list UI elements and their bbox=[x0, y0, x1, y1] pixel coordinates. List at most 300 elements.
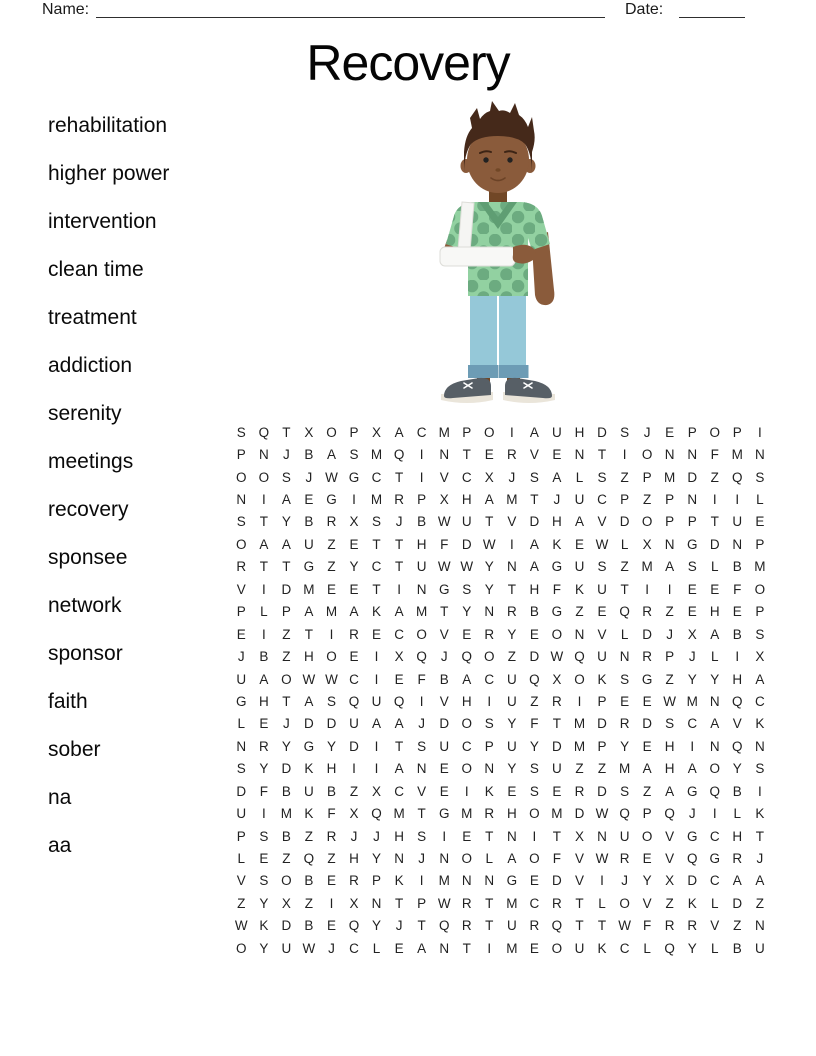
grid-letter: L bbox=[620, 536, 629, 552]
grid-letter: O bbox=[416, 626, 427, 642]
word-list-item: recovery bbox=[48, 498, 129, 521]
grid-letter: L bbox=[485, 851, 494, 867]
grid-letter: Z bbox=[575, 604, 584, 620]
grid-letter: D bbox=[552, 738, 562, 754]
grid-letter: A bbox=[507, 851, 517, 867]
grid-letter: V bbox=[507, 514, 517, 530]
grid-letter: S bbox=[620, 424, 630, 440]
grid-letter: G bbox=[236, 693, 247, 709]
grid-letter: Z bbox=[237, 895, 246, 911]
grid-letter: S bbox=[597, 559, 607, 575]
grid-letter: M bbox=[325, 604, 338, 620]
grid-letter: K bbox=[687, 895, 697, 911]
grid-letter: E bbox=[326, 918, 336, 934]
word-list-item: treatment bbox=[48, 306, 137, 329]
grid-letter: X bbox=[552, 671, 562, 687]
grid-letter: I bbox=[577, 693, 582, 709]
grid-letter: E bbox=[574, 536, 584, 552]
grid-letter: R bbox=[236, 559, 247, 575]
grid-letter: N bbox=[484, 761, 495, 777]
grid-letter: N bbox=[732, 536, 743, 552]
grid-letter: Z bbox=[733, 918, 742, 934]
grid-letter: C bbox=[349, 940, 359, 956]
grid-letter: N bbox=[709, 738, 720, 754]
grid-letter: A bbox=[710, 716, 720, 732]
grid-letter: I bbox=[667, 581, 672, 597]
grid-letter: H bbox=[349, 851, 359, 867]
grid-letter: P bbox=[484, 738, 494, 754]
grid-letter: J bbox=[688, 649, 696, 665]
grid-letter: V bbox=[574, 851, 584, 867]
grid-letter: S bbox=[755, 626, 765, 642]
grid-letter: P bbox=[755, 604, 765, 620]
grid-letter: O bbox=[641, 828, 653, 844]
grid-letter: Q bbox=[619, 604, 630, 620]
grid-letter: Z bbox=[349, 783, 359, 799]
grid-letter: W bbox=[325, 671, 338, 687]
grid-letter: O bbox=[709, 424, 721, 440]
grid-letter: G bbox=[326, 492, 337, 508]
grid-letter: D bbox=[619, 514, 630, 530]
grid-letter: R bbox=[529, 918, 540, 934]
grid-letter: T bbox=[440, 604, 449, 620]
grid-letter: X bbox=[574, 828, 584, 844]
grid-letter: J bbox=[305, 469, 313, 485]
grid-letter: L bbox=[598, 895, 606, 911]
grid-letter: L bbox=[733, 806, 742, 822]
grid-letter: E bbox=[552, 447, 562, 463]
grid-letter: I bbox=[374, 761, 379, 777]
grid-letter: B bbox=[732, 559, 742, 575]
grid-letter: O bbox=[461, 716, 472, 732]
grid-letter: P bbox=[236, 604, 246, 620]
grid-letter: N bbox=[687, 492, 698, 508]
grid-letter: Q bbox=[371, 806, 382, 822]
grid-letter: H bbox=[304, 649, 314, 665]
grid-letter: P bbox=[597, 693, 607, 709]
grid-letter: Q bbox=[529, 671, 540, 687]
boy-with-arm-cast-illustration bbox=[420, 96, 620, 406]
grid-letter: B bbox=[529, 604, 539, 620]
grid-letter: V bbox=[236, 873, 246, 889]
grid-letter: W bbox=[234, 918, 248, 934]
grid-letter: T bbox=[394, 738, 404, 754]
grid-letter: E bbox=[372, 626, 382, 642]
grid-letter: M bbox=[754, 559, 766, 575]
grid-letter: I bbox=[487, 693, 492, 709]
grid-letter: C bbox=[687, 716, 698, 732]
grid-letter: L bbox=[756, 492, 764, 508]
word-list-item: intervention bbox=[48, 210, 157, 233]
grid-letter: I bbox=[261, 581, 266, 597]
grid-letter: U bbox=[461, 514, 472, 530]
grid-letter: J bbox=[328, 940, 335, 956]
grid-letter: V bbox=[597, 626, 607, 642]
grid-letter: N bbox=[664, 536, 675, 552]
grid-letter: Z bbox=[642, 492, 652, 508]
grid-letter: E bbox=[642, 738, 652, 754]
grid-letter: G bbox=[438, 581, 450, 597]
grid-letter: P bbox=[597, 738, 607, 754]
grid-letter: R bbox=[687, 918, 698, 934]
grid-letter: U bbox=[236, 806, 247, 822]
grid-letter: Q bbox=[732, 738, 743, 754]
grid-letter: S bbox=[349, 447, 359, 463]
grid-letter: U bbox=[281, 940, 292, 956]
word-list-item: meetings bbox=[48, 450, 134, 473]
grid-letter: D bbox=[597, 716, 607, 732]
grid-letter: R bbox=[552, 693, 562, 709]
grid-letter: Y bbox=[507, 626, 517, 642]
grid-letter: Z bbox=[665, 671, 674, 687]
grid-letter: J bbox=[282, 716, 290, 732]
grid-letter: D bbox=[529, 649, 540, 665]
grid-letter: D bbox=[236, 783, 247, 799]
grid-letter: C bbox=[461, 469, 472, 485]
grid-letter: M bbox=[438, 873, 450, 889]
grid-letter: H bbox=[709, 604, 720, 620]
grid-letter: Z bbox=[597, 761, 607, 777]
grid-letter: O bbox=[258, 469, 270, 485]
grid-letter: Y bbox=[529, 738, 539, 754]
grid-letter: R bbox=[349, 626, 359, 642]
grid-letter: V bbox=[597, 514, 607, 530]
grid-letter: S bbox=[372, 514, 382, 530]
grid-letter: G bbox=[348, 469, 360, 485]
word-list-item: sponsor bbox=[48, 642, 123, 665]
grid-letter: Z bbox=[304, 895, 314, 911]
grid-letter: V bbox=[642, 895, 652, 911]
grid-letter: I bbox=[464, 783, 469, 799]
grid-letter: Z bbox=[665, 604, 674, 620]
grid-letter: I bbox=[735, 649, 740, 665]
grid-letter: I bbox=[757, 783, 762, 799]
grid-letter: Y bbox=[349, 559, 359, 575]
grid-letter: Y bbox=[687, 940, 697, 956]
grid-letter: N bbox=[754, 918, 765, 934]
grid-letter: U bbox=[574, 559, 585, 575]
grid-letter: O bbox=[281, 671, 292, 687]
grid-letter: D bbox=[529, 514, 540, 530]
grid-letter: Z bbox=[327, 559, 336, 575]
grid-letter: I bbox=[352, 761, 356, 777]
grid-letter: B bbox=[304, 447, 314, 463]
grid-letter: E bbox=[439, 783, 449, 799]
grid-letter: E bbox=[394, 940, 404, 956]
grid-letter: C bbox=[416, 424, 427, 440]
grid-letter: X bbox=[372, 424, 382, 440]
grid-letter: W bbox=[482, 536, 496, 552]
grid-letter: H bbox=[664, 761, 675, 777]
grid-letter: B bbox=[326, 783, 336, 799]
grid-letter: X bbox=[372, 783, 382, 799]
grid-letter: I bbox=[419, 873, 424, 889]
grid-letter: O bbox=[326, 649, 337, 665]
grid-letter: Q bbox=[258, 424, 270, 440]
grid-letter: O bbox=[236, 469, 247, 485]
grid-letter: N bbox=[236, 738, 247, 754]
grid-letter: O bbox=[236, 536, 247, 552]
grid-letter: X bbox=[439, 492, 449, 508]
grid-letter: E bbox=[462, 828, 472, 844]
grid-letter: F bbox=[530, 716, 539, 732]
grid-letter: I bbox=[329, 626, 334, 642]
grid-letter: N bbox=[484, 873, 495, 889]
grid-letter: S bbox=[484, 716, 494, 732]
letter-grid bbox=[230, 421, 771, 960]
grid-letter: Q bbox=[664, 940, 675, 956]
grid-letter: B bbox=[732, 783, 742, 799]
grid-letter: L bbox=[711, 895, 719, 911]
grid-letter: F bbox=[733, 581, 742, 597]
grid-letter: K bbox=[597, 940, 607, 956]
grid-letter: O bbox=[484, 649, 495, 665]
grid-letter: P bbox=[687, 514, 697, 530]
grid-letter: D bbox=[349, 738, 359, 754]
grid-letter: J bbox=[395, 918, 403, 934]
grid-letter: Q bbox=[686, 851, 698, 867]
character-pants-cuff bbox=[468, 365, 498, 378]
grid-letter: R bbox=[619, 851, 630, 867]
grid-letter: E bbox=[665, 424, 675, 440]
grid-letter: E bbox=[439, 761, 449, 777]
grid-letter: P bbox=[236, 828, 246, 844]
word-list-item: clean time bbox=[48, 258, 144, 281]
grid-letter: B bbox=[281, 828, 291, 844]
grid-letter: Q bbox=[393, 693, 405, 709]
word-list-item: serenity bbox=[48, 402, 122, 425]
grid-letter: G bbox=[641, 671, 653, 687]
grid-letter: E bbox=[687, 581, 697, 597]
grid-letter: A bbox=[259, 536, 269, 552]
grid-letter: Y bbox=[732, 761, 742, 777]
grid-letter: M bbox=[370, 447, 383, 463]
grid-letter: A bbox=[462, 671, 472, 687]
grid-letter: C bbox=[394, 783, 404, 799]
grid-letter: P bbox=[665, 514, 675, 530]
grid-letter: N bbox=[439, 940, 450, 956]
grid-letter: A bbox=[665, 783, 675, 799]
grid-letter: A bbox=[326, 447, 336, 463]
grid-letter: Z bbox=[530, 693, 539, 709]
grid-letter: T bbox=[394, 536, 404, 552]
character-eye bbox=[483, 157, 488, 162]
grid-letter: Z bbox=[282, 626, 291, 642]
grid-letter: V bbox=[417, 783, 427, 799]
grid-letter: M bbox=[641, 559, 653, 575]
grid-letter: D bbox=[281, 761, 292, 777]
grid-letter: H bbox=[416, 536, 427, 552]
grid-letter: K bbox=[394, 873, 404, 889]
grid-letter: I bbox=[509, 536, 514, 552]
grid-letter: Q bbox=[551, 918, 563, 934]
grid-letter: Y bbox=[259, 761, 269, 777]
grid-letter: N bbox=[258, 447, 269, 463]
grid-letter: P bbox=[620, 492, 630, 508]
grid-letter: E bbox=[349, 649, 359, 665]
grid-letter: O bbox=[461, 851, 472, 867]
grid-letter: Q bbox=[664, 806, 675, 822]
grid-letter: A bbox=[687, 761, 697, 777]
grid-letter: L bbox=[260, 604, 268, 620]
grid-letter: Q bbox=[416, 649, 427, 665]
grid-letter: L bbox=[237, 851, 246, 867]
grid-letter: U bbox=[574, 492, 585, 508]
grid-letter: T bbox=[485, 514, 494, 530]
grid-letter: I bbox=[419, 469, 424, 485]
grid-letter: N bbox=[574, 626, 585, 642]
grid-letter: G bbox=[686, 783, 698, 799]
grid-letter: S bbox=[620, 783, 630, 799]
grid-letter: Y bbox=[507, 716, 517, 732]
grid-letter: J bbox=[350, 828, 358, 844]
grid-letter: K bbox=[597, 671, 607, 687]
grid-letter: W bbox=[618, 918, 631, 934]
grid-letter: U bbox=[506, 693, 517, 709]
grid-letter: I bbox=[532, 828, 537, 844]
grid-letter: C bbox=[619, 940, 630, 956]
grid-letter: A bbox=[710, 626, 720, 642]
grid-letter: O bbox=[574, 671, 585, 687]
word-list-item: sober bbox=[48, 738, 101, 761]
grid-letter: K bbox=[484, 783, 494, 799]
grid-letter: T bbox=[485, 918, 494, 934]
grid-letter: H bbox=[461, 693, 472, 709]
date-label: Date: bbox=[625, 1, 664, 18]
grid-letter: C bbox=[597, 492, 607, 508]
grid-letter: A bbox=[281, 492, 291, 508]
grid-letter: L bbox=[575, 469, 584, 485]
grid-letter: H bbox=[732, 828, 743, 844]
grid-letter: O bbox=[551, 940, 563, 956]
date-blank-line bbox=[679, 2, 745, 18]
grid-letter: N bbox=[371, 895, 382, 911]
grid-letter: A bbox=[372, 716, 382, 732]
grid-letter: W bbox=[325, 469, 338, 485]
grid-letter: N bbox=[506, 559, 517, 575]
grid-letter: Q bbox=[393, 447, 405, 463]
grid-letter: R bbox=[394, 492, 404, 508]
grid-letter: M bbox=[506, 492, 518, 508]
grid-letter: Q bbox=[574, 649, 585, 665]
grid-letter: J bbox=[373, 828, 380, 844]
grid-letter: S bbox=[529, 469, 539, 485]
grid-letter: N bbox=[236, 492, 247, 508]
grid-letter: M bbox=[618, 761, 631, 777]
grid-letter: F bbox=[440, 536, 449, 552]
grid-letter: M bbox=[461, 806, 473, 822]
grid-letter: T bbox=[462, 940, 471, 956]
grid-letter: J bbox=[282, 447, 290, 463]
grid-letter: V bbox=[439, 693, 449, 709]
grid-letter: N bbox=[439, 447, 450, 463]
grid-letter: A bbox=[349, 604, 359, 620]
grid-letter: Y bbox=[462, 604, 472, 620]
grid-letter: D bbox=[552, 873, 562, 889]
grid-letter: G bbox=[709, 851, 721, 867]
grid-letter: L bbox=[711, 649, 719, 665]
arm-cast bbox=[440, 247, 515, 266]
grid-letter: U bbox=[349, 716, 359, 732]
grid-letter: Z bbox=[304, 828, 314, 844]
grid-letter: P bbox=[349, 424, 359, 440]
grid-letter: Z bbox=[507, 649, 516, 665]
grid-letter: E bbox=[326, 581, 336, 597]
grid-letter: P bbox=[665, 649, 675, 665]
character-eye bbox=[507, 157, 512, 162]
grid-letter: W bbox=[460, 559, 474, 575]
grid-letter: L bbox=[711, 940, 719, 956]
grid-letter: O bbox=[551, 626, 563, 642]
grid-letter: T bbox=[575, 918, 584, 934]
grid-letter: R bbox=[664, 918, 675, 934]
grid-letter: P bbox=[417, 895, 427, 911]
grid-letter: I bbox=[509, 424, 514, 440]
grid-letter: I bbox=[712, 806, 717, 822]
grid-letter: Y bbox=[484, 559, 494, 575]
grid-letter: E bbox=[529, 940, 539, 956]
grid-letter: T bbox=[304, 626, 314, 642]
grid-letter: A bbox=[574, 514, 584, 530]
grid-letter: T bbox=[282, 559, 291, 575]
grid-letter: M bbox=[664, 469, 676, 485]
grid-letter: I bbox=[329, 895, 334, 911]
grid-letter: E bbox=[552, 783, 562, 799]
grid-letter: D bbox=[642, 716, 652, 732]
grid-letter: W bbox=[595, 851, 609, 867]
grid-letter: Y bbox=[372, 918, 382, 934]
grid-letter: X bbox=[394, 649, 404, 665]
grid-letter: U bbox=[552, 424, 562, 440]
grid-letter: B bbox=[732, 626, 742, 642]
grid-letter: A bbox=[529, 536, 539, 552]
grid-letter: M bbox=[686, 693, 698, 709]
grid-letter: H bbox=[574, 424, 585, 440]
grid-letter: Q bbox=[709, 783, 721, 799]
grid-letter: N bbox=[416, 581, 427, 597]
grid-letter: N bbox=[394, 851, 404, 867]
grid-letter: M bbox=[506, 940, 518, 956]
grid-letter: J bbox=[666, 626, 674, 642]
grid-letter: I bbox=[600, 873, 604, 889]
grid-letter: E bbox=[529, 626, 539, 642]
grid-letter: R bbox=[484, 806, 495, 822]
grid-letter: S bbox=[281, 469, 291, 485]
grid-letter: O bbox=[619, 895, 630, 911]
grid-letter: E bbox=[507, 783, 517, 799]
grid-letter: Z bbox=[575, 761, 584, 777]
grid-letter: I bbox=[374, 738, 379, 754]
grid-letter: S bbox=[620, 671, 630, 687]
grid-letter: W bbox=[437, 895, 451, 911]
grid-letter: U bbox=[619, 828, 630, 844]
grid-letter: B bbox=[281, 783, 291, 799]
grid-letter: I bbox=[261, 626, 266, 642]
grid-letter: T bbox=[394, 469, 404, 485]
grid-letter: Z bbox=[282, 649, 291, 665]
grid-letter: T bbox=[485, 895, 494, 911]
grid-letter: T bbox=[394, 895, 404, 911]
grid-letter: Q bbox=[619, 806, 630, 822]
grid-letter: T bbox=[552, 828, 562, 844]
grid-letter: G bbox=[303, 559, 315, 575]
grid-letter: A bbox=[281, 536, 291, 552]
grid-letter: G bbox=[438, 806, 450, 822]
grid-letter: E bbox=[597, 604, 607, 620]
grid-letter: M bbox=[416, 604, 428, 620]
grid-letter: C bbox=[709, 873, 720, 889]
grid-letter: S bbox=[687, 559, 697, 575]
